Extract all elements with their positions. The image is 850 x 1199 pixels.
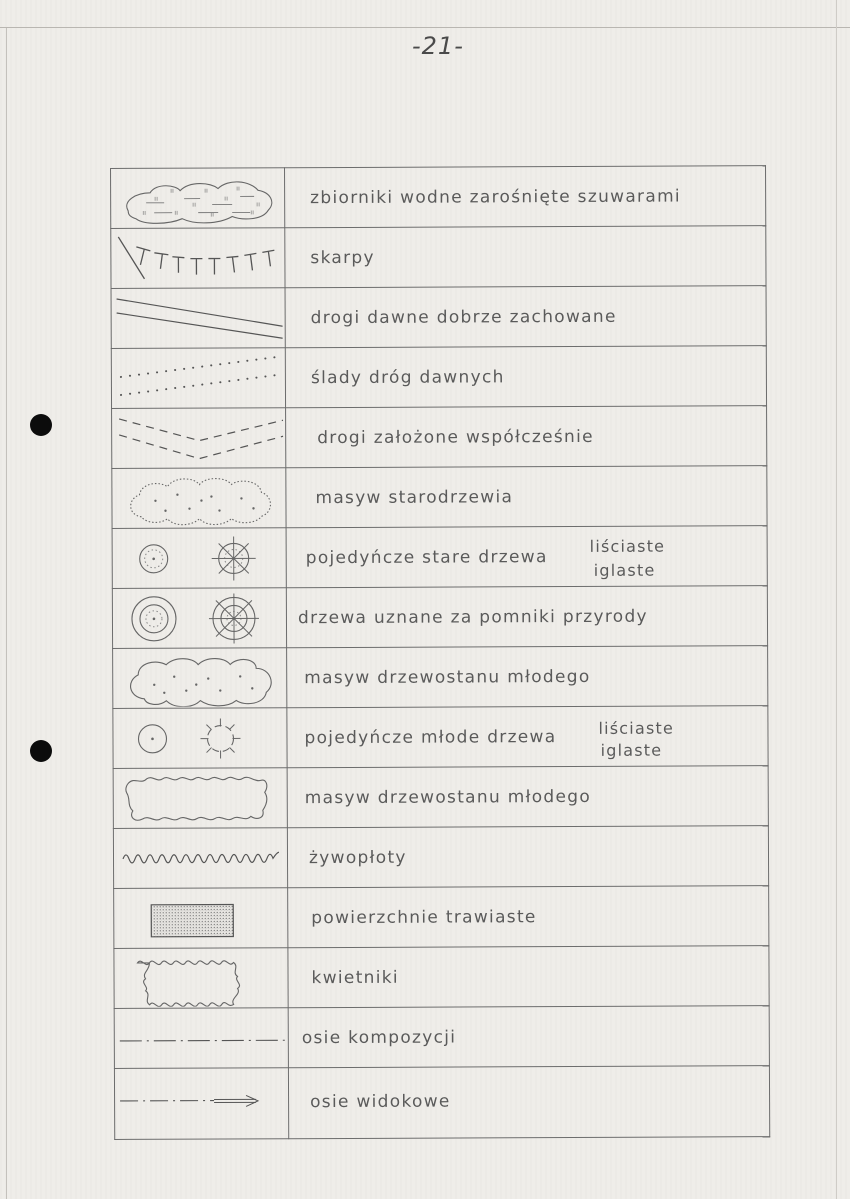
hedge-icon [117, 830, 285, 887]
view-axis-icon [118, 1070, 286, 1127]
legend-label: ślady dróg dawnych [310, 367, 505, 389]
page-number: -21- [412, 32, 464, 60]
svg-text:ıı: ıı [154, 194, 159, 203]
svg-text:ıı: ıı [256, 200, 261, 209]
legend-row [114, 1065, 770, 1140]
sheet-top-edge [0, 27, 850, 28]
punch-hole [30, 740, 52, 762]
sedge-water-icon [114, 170, 282, 227]
legend-label: powierzchnie trawiaste [311, 907, 537, 929]
svg-text:ıı: ıı [204, 186, 209, 195]
punch-hole [30, 414, 52, 436]
legend-row [111, 345, 767, 409]
road-trace-icon [115, 350, 283, 407]
legend-label: osie kompozycji [301, 1027, 457, 1049]
legend-row [111, 405, 767, 469]
legend-row [111, 285, 767, 349]
legend-label: pojedyńcze młode drzewa [304, 727, 557, 749]
old-single-tree-icon [116, 530, 284, 587]
legend-label: masyw drzewostanu młodego [304, 666, 591, 689]
svg-text:ıı: ıı [170, 186, 175, 195]
svg-text:ıı: ıı [250, 208, 255, 217]
legend-row [110, 225, 766, 289]
old-tree-mass-icon [115, 470, 283, 527]
young-stand-mass-icon [116, 650, 284, 707]
legend-row [112, 705, 768, 769]
legend-row [113, 765, 769, 829]
legend-row [113, 885, 769, 949]
legend-label: kwietniki [311, 967, 399, 989]
deciduous-note: liściaste [589, 536, 666, 556]
legend-label: skarpy [310, 247, 375, 269]
deciduous-note: liściaste [598, 718, 675, 738]
old-road-icon [115, 290, 283, 347]
legend-row [110, 165, 766, 229]
sheet-left-edge [6, 28, 7, 1199]
lawn-icon [117, 890, 285, 947]
legend-label: osie widokowe [310, 1091, 451, 1113]
flowerbed-icon [117, 950, 285, 1007]
legend-label: żywopłoty [308, 847, 407, 869]
legend-row [111, 465, 767, 529]
legend-label: masyw starodrzewia [315, 487, 514, 509]
svg-text:ıı: ıı [224, 194, 229, 203]
young-single-tree-icon [116, 710, 284, 767]
legend-label: pojedyńcze stare drzewa [305, 547, 548, 569]
composition-axis-icon [118, 1010, 286, 1067]
svg-text:ıı: ıı [210, 210, 215, 219]
legend-table [110, 165, 770, 1140]
legend-row [114, 1005, 770, 1069]
modern-road-icon [115, 410, 283, 467]
coniferous-note: iglaste [600, 740, 663, 760]
legend-row [113, 945, 769, 1009]
legend-row [113, 825, 769, 889]
sheet-right-edge [836, 0, 837, 1199]
legend-row [112, 645, 768, 709]
monument-tree-icon [116, 590, 284, 647]
svg-text:ıı: ıı [142, 208, 147, 217]
young-stand-mass-2-icon [117, 770, 285, 827]
legend-label: masyw drzewostanu młodego [304, 786, 592, 809]
coniferous-note: iglaste [593, 560, 656, 580]
legend-label: zbiorniki wodne zarośnięte szuwarami [310, 186, 681, 209]
svg-text:ıı: ıı [174, 208, 179, 217]
svg-text:ıı: ıı [192, 200, 197, 209]
legend-row [112, 525, 768, 589]
legend-label: drzewa uznane za pomniki przyrody [297, 606, 648, 629]
legend-row [112, 585, 768, 649]
legend-label: drogi założone współcześnie [317, 426, 594, 449]
legend-label: drogi dawne dobrze zachowane [310, 306, 617, 329]
embankment-icon [114, 230, 282, 287]
svg-text:ıı: ıı [236, 184, 240, 193]
